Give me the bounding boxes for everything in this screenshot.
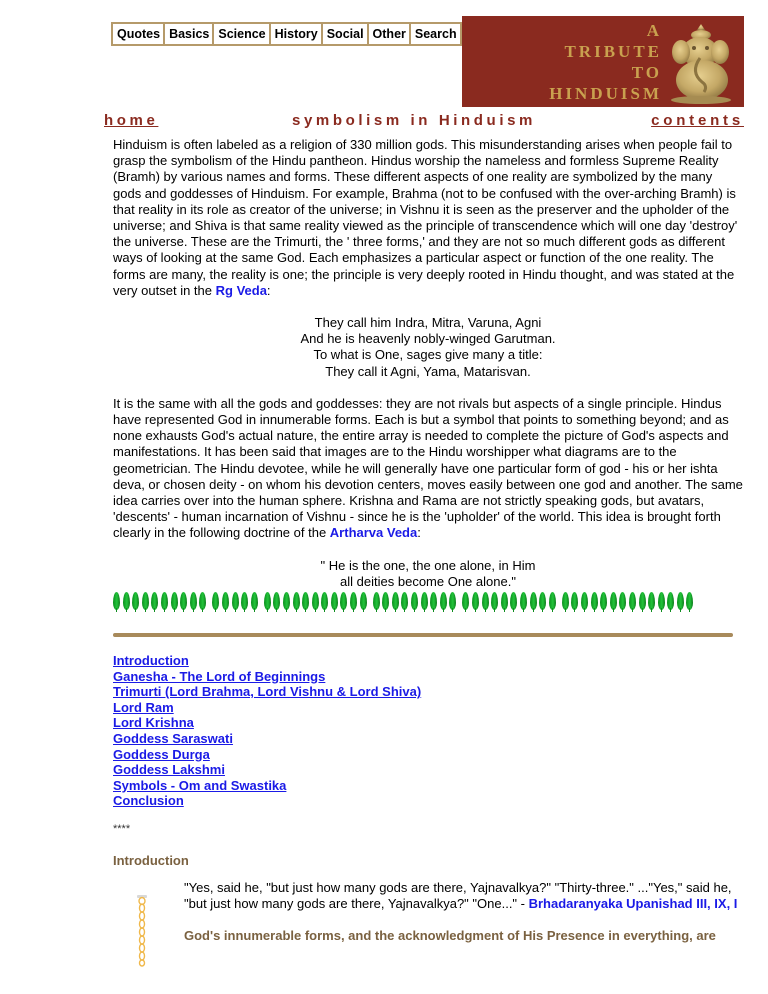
leaf-icon <box>171 592 178 610</box>
leaf-icon <box>312 592 319 610</box>
banner-line-a: A <box>646 21 662 40</box>
verse-line: They call it Agni, Yama, Matarisvan. <box>325 363 531 379</box>
leaf-icon <box>251 592 258 610</box>
nav-basics[interactable]: Basics <box>163 24 212 44</box>
paragraph-1 <box>113 137 743 299</box>
toc-ganesha[interactable]: Ganesha - The Lord of Beginnings <box>113 668 326 684</box>
leaf-icon <box>392 592 399 610</box>
leaf-icon <box>530 592 537 610</box>
quote-text: "Yes, said he, "but just how many gods are there, Yajnavalkya?" "Thirty-three." ..."Yes," said he, "but just how many gods are there, Yajnavalkya?" "One..." - <box>184 880 732 912</box>
horizontal-rule <box>113 633 733 637</box>
leaf-icon <box>401 592 408 610</box>
paragraph-2-text: It is the same with all the gods and goddesses: they are not rivals but aspects of a single principle. Hindus have represented God in innumerable forms. Each is but a symbol that points to something beyond; and as none exhausts God's actual nature, the entire array is needed to complete the picture of God's aspects and manifestations. It has been said that images are to the Hindu worshipper what diagrams are to the geometrician. The Hindu devotee, while he will generally have one particular form of god - his or her ishta deva, or chosen deity - on whom his devotion centers, moves easily between one god and another. The same idea carries over into the human sphere. Krishna and Rama are not strictly speaking gods, but avatars, 'descents' - human incarnation of Vishnu - since he is the 'upholder' of the world. This idea is brought forth clearly in the following doctrine of the <box>113 395 743 541</box>
leaf-icon <box>302 592 309 610</box>
leaf-icon <box>180 592 187 610</box>
paragraph-1-end: : <box>266 282 271 298</box>
section-heading-introduction: Introduction <box>113 853 189 868</box>
toc-introduction[interactable]: Introduction <box>113 653 189 668</box>
rg-veda-verse <box>113 315 743 380</box>
leaf-icon <box>571 592 578 610</box>
leaf-icon <box>581 592 588 610</box>
leaf-icon <box>462 592 469 610</box>
toc-goddess-saraswati[interactable]: Goddess Saraswati <box>113 730 233 746</box>
toc-conclusion[interactable]: Conclusion <box>113 793 184 809</box>
top-nav <box>111 22 462 46</box>
verse-line: They call him Indra, Mitra, Varuna, Agni <box>314 315 542 331</box>
leaf-icon <box>600 592 607 610</box>
leaf-icon <box>382 592 389 610</box>
leaf-icon <box>132 592 139 610</box>
leaf-icon <box>520 592 527 610</box>
introduction-lead: God's innumerable forms, and the acknowledgment of His Presence in everything, are <box>184 928 716 944</box>
leaf-icon <box>199 592 206 610</box>
leaf-icon <box>591 592 598 610</box>
site-banner[interactable] <box>462 16 744 107</box>
leaf-icon <box>283 592 290 610</box>
banner-line-hinduism: HINDUISM <box>549 84 662 103</box>
nav-social[interactable]: Social <box>321 24 367 44</box>
rg-veda-link[interactable]: Rg Veda <box>215 282 267 298</box>
upanishad-source-link[interactable]: Brhadaranyaka Upanishad III, IX, I <box>528 896 738 912</box>
leaf-icon <box>549 592 556 610</box>
nav-search[interactable]: Search <box>409 24 460 44</box>
toc-symbols[interactable]: Symbols - Om and Swastika <box>113 777 287 793</box>
leaf-icon <box>360 592 367 610</box>
leaf-icon <box>610 592 617 610</box>
leaf-icon <box>321 592 328 610</box>
nav-science[interactable]: Science <box>212 24 268 44</box>
toc-goddess-lakshmi[interactable]: Goddess Lakshmi <box>113 762 225 778</box>
leaf-icon <box>293 592 300 610</box>
leaf-icon <box>373 592 380 610</box>
leaf-icon <box>241 592 248 610</box>
leaf-icon <box>619 592 626 610</box>
main-content <box>113 137 743 590</box>
leaf-icon <box>142 592 149 610</box>
ganesha-icon <box>664 22 738 104</box>
leaf-icon <box>161 592 168 610</box>
leaf-divider <box>113 592 696 618</box>
paragraph-1-text: Hinduism is often labeled as a religion of 330 million gods. This misunderstanding arises when people fail to grasp the symbolism of the Hindu pantheon. Hindus worship the nameless and formless Supreme Reality (Bramh) by various names and forms. These different aspects of one reality are symbolized by the many gods and goddesses of Hinduism. For example, Brahma (not to be confused with the over-arching Bramh) is that reality in its role as creator of the universe; in Vishnu it is seen as the preserver and the upholder of the universe; and Shiva is that same reality viewed as the principle of transcendence which will one day 'destroy' the universe. These are the Trimurti, the ' three forms,' and they are not so much different gods as different ways of looking at the same God. Each emphasizes a particular aspect or function of the one reality. The forms are many, the reality is one; the principle is very deeply rooted in Hindu thought, and was stated at the very outset in the <box>113 137 738 298</box>
leaf-icon <box>686 592 693 610</box>
leaf-icon <box>629 592 636 610</box>
chain-ornament-icon <box>134 895 150 967</box>
leaf-icon <box>501 592 508 610</box>
verse-line: And he is heavenly nobly-winged Garutman. <box>300 331 556 347</box>
leaf-icon <box>510 592 517 610</box>
leaf-icon <box>222 592 229 610</box>
banner-line-tribute: TRIBUTE <box>564 42 662 61</box>
verse-line: To what is One, sages give many a title: <box>313 347 543 363</box>
leaf-icon <box>430 592 437 610</box>
leaf-icon <box>482 592 489 610</box>
nav-history[interactable]: History <box>269 24 321 44</box>
paragraph-2-end: : <box>417 525 421 541</box>
artharva-veda-verse <box>113 558 743 590</box>
banner-line-to: TO <box>631 63 662 82</box>
paragraph-2 <box>113 396 743 542</box>
verse-line: all deities become One alone." <box>340 573 516 589</box>
leaf-icon <box>648 592 655 610</box>
page-title: symbolism in Hinduism <box>292 112 536 129</box>
toc-lord-ram[interactable]: Lord Ram <box>113 699 174 715</box>
nav-other[interactable]: Other <box>367 24 409 44</box>
leaf-icon <box>350 592 357 610</box>
leaf-icon <box>331 592 338 610</box>
leaf-icon <box>440 592 447 610</box>
leaf-icon <box>190 592 197 610</box>
leaf-icon <box>658 592 665 610</box>
home-link[interactable]: home <box>104 112 159 129</box>
leaf-icon <box>539 592 546 610</box>
leaf-icon <box>123 592 130 610</box>
leaf-icon <box>264 592 271 610</box>
toc-goddess-durga[interactable]: Goddess Durga <box>113 746 210 762</box>
table-of-contents <box>113 653 421 809</box>
leaf-icon <box>562 592 569 610</box>
leaf-icon <box>639 592 646 610</box>
nav-quotes[interactable]: Quotes <box>117 27 161 41</box>
banner-title <box>549 20 662 104</box>
verse-line: " He is the one, the one alone, in Him <box>320 557 536 573</box>
artharva-veda-link[interactable]: Artharva Veda <box>329 525 418 541</box>
leaf-icon <box>472 592 479 610</box>
contents-link[interactable]: contents <box>651 112 744 129</box>
leaf-icon <box>113 592 120 610</box>
leaf-icon <box>212 592 219 610</box>
toc-lord-krishna[interactable]: Lord Krishna <box>113 715 194 731</box>
upanishad-quote <box>184 880 744 912</box>
leaf-icon <box>232 592 239 610</box>
section-separator: **** <box>113 823 131 835</box>
page-heading-row <box>104 112 744 132</box>
leaf-icon <box>449 592 456 610</box>
leaf-icon <box>151 592 158 610</box>
leaf-icon <box>411 592 418 610</box>
toc-trimurti[interactable]: Trimurti (Lord Brahma, Lord Vishnu & Lord Shiva) <box>113 684 422 700</box>
leaf-icon <box>340 592 347 610</box>
leaf-icon <box>677 592 684 610</box>
leaf-icon <box>667 592 674 610</box>
leaf-icon <box>491 592 498 610</box>
leaf-icon <box>273 592 280 610</box>
leaf-icon <box>421 592 428 610</box>
introduction-body <box>184 880 744 945</box>
